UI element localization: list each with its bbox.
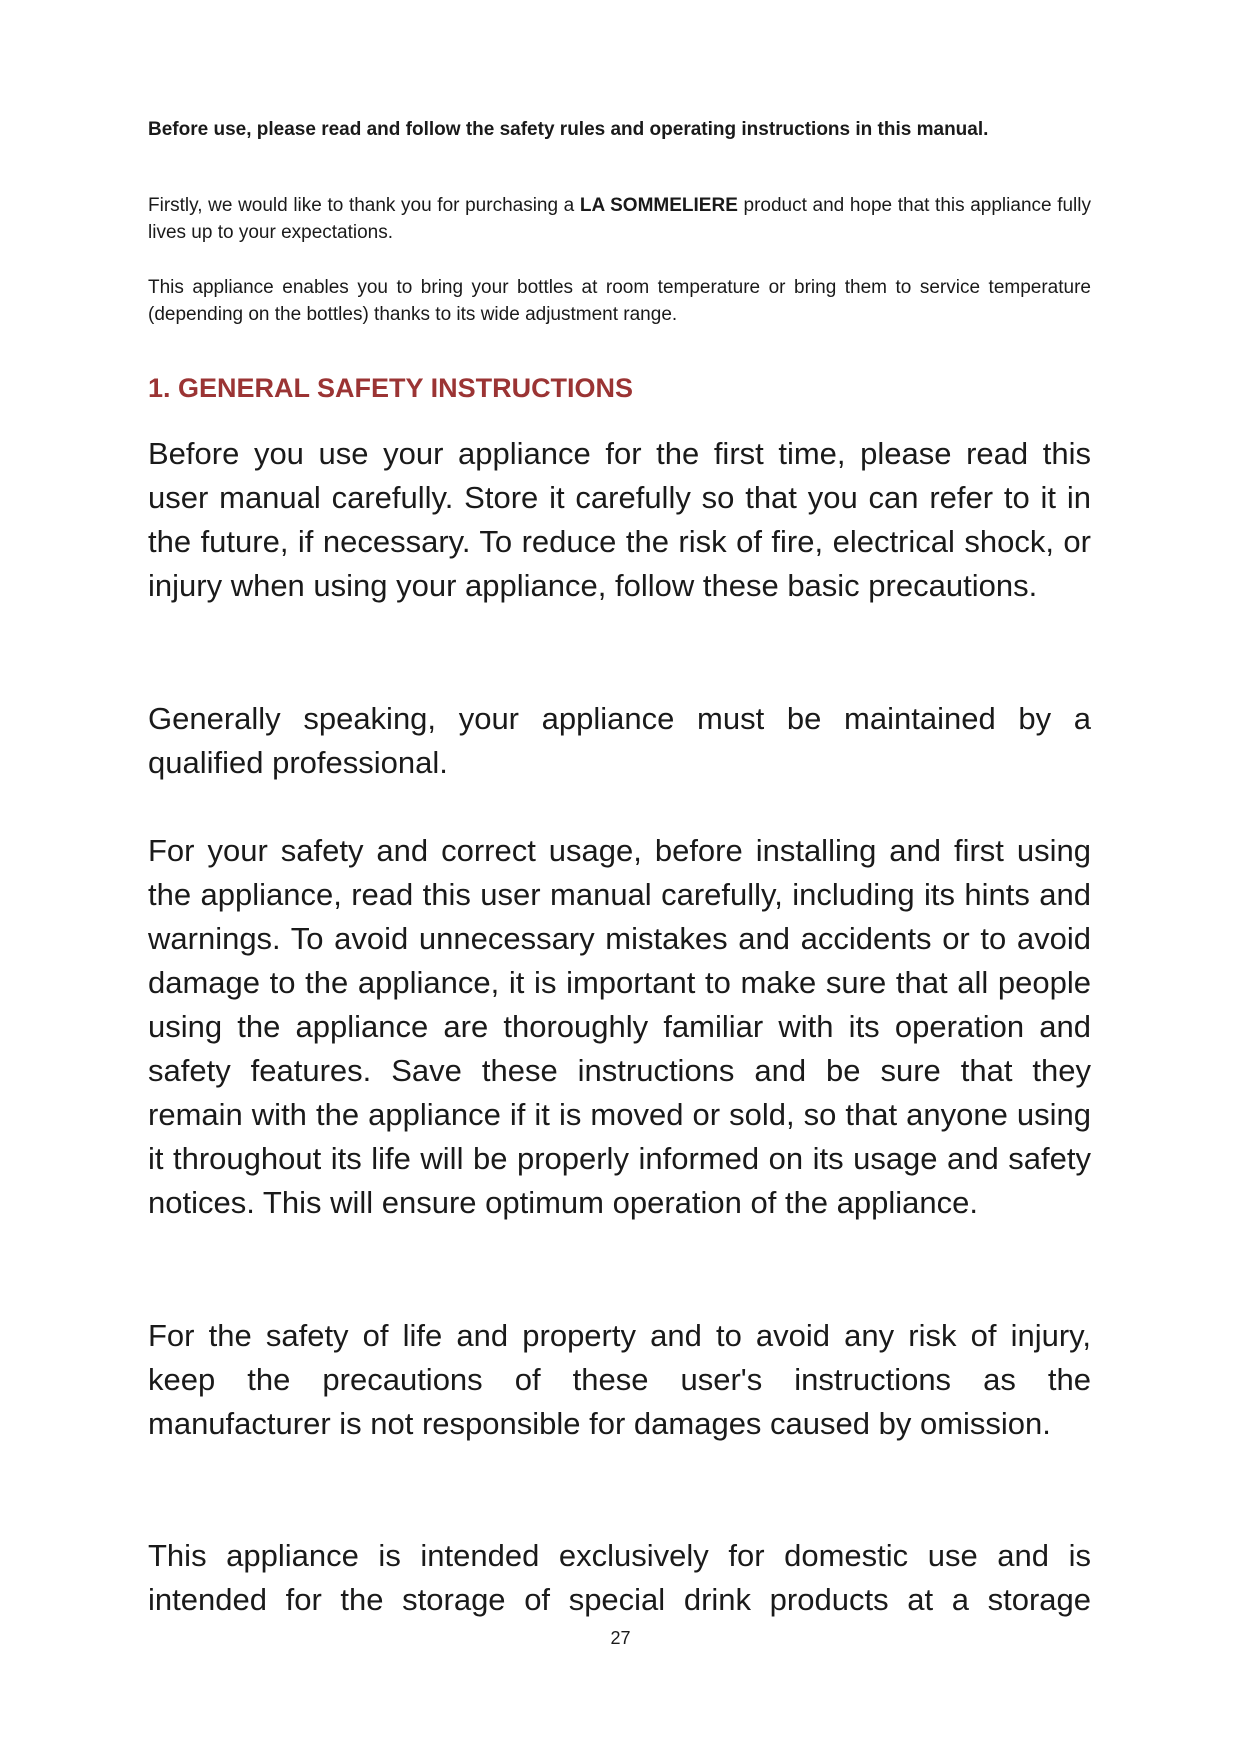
- warning-notice: Before use, please read and follow the safety rules and operating instructions in this manual.: [148, 119, 989, 140]
- body-paragraph: Before you use your appliance for the first time, please read this user manual carefully. Store it carefully so that you can refer to it in the future, if necessary. To reduce the risk of fire, electrical shock, or injury when using your appliance, follow these basic precautions.: [148, 436, 1091, 603]
- intro-text: Firstly, we would like to thank you for purchasing a: [148, 195, 580, 216]
- intro-text: product and hope that this appliance fully lives up to your expectations.: [148, 195, 1091, 243]
- brand-name: LA SOMMELIERE: [579, 195, 738, 216]
- section-heading: 1. GENERAL SAFETY INSTRUCTIONS: [148, 373, 634, 403]
- intro-paragraph-1: [148, 192, 1091, 246]
- body-paragraph: For the safety of life and property and to avoid any risk of injury, keep the precautions of these user's instructions as the manufacturer is not responsible for damages caused by omission.: [148, 1318, 1091, 1441]
- intro-paragraph-2: This appliance enables you to bring your bottles at room temperature or bring them to service temperature (depending on the bottles) thanks to its wide adjustment range.: [148, 277, 1091, 325]
- body-paragraph: For your safety and correct usage, before installing and first using the appliance, read this user manual carefully, including its hints and warnings. To avoid unnecessary mistakes and accidents or to avoid damage to the appliance, it is important to make sure that all people using the appliance are thoroughly familiar with its operation and safety features. Save these instructions and be sure that they remain with the appliance if it is moved or sold, so that anyone using it throughout its life will be properly informed on its usage and safety notices. This will ensure optimum operation of the appliance.: [148, 833, 1091, 1220]
- body-paragraph: This appliance is intended exclusively for domestic use and is intended for the storage of special drink products at a storage: [148, 1538, 1091, 1617]
- page-number: 27: [610, 1628, 631, 1648]
- body-paragraph: Generally speaking, your appliance must be maintained by a qualified professional.: [148, 701, 1091, 780]
